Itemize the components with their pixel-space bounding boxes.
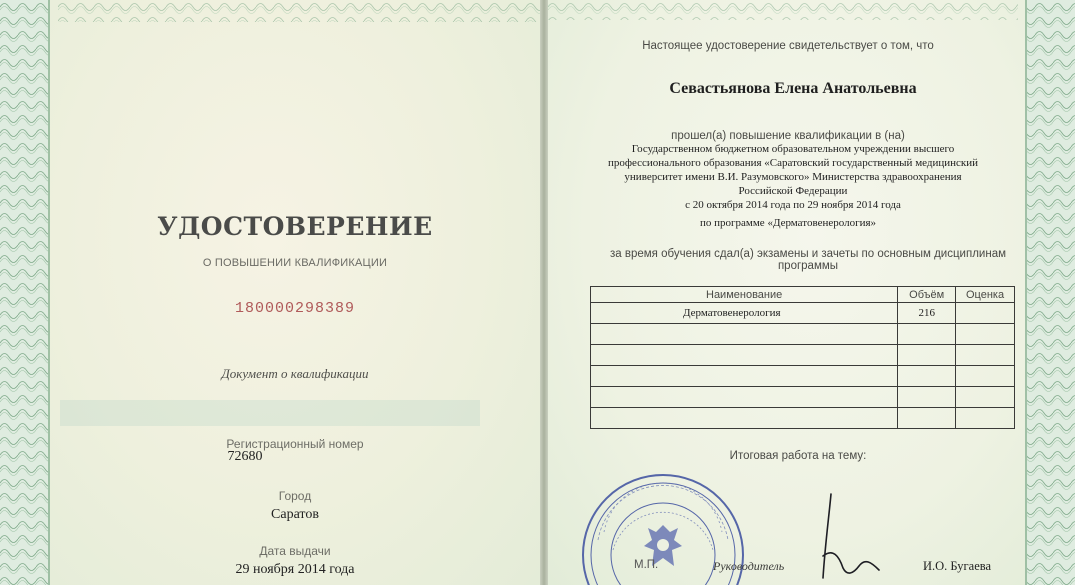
- table-cell: [956, 387, 1015, 408]
- table-cell: [898, 324, 956, 345]
- guilloche-border-left: [0, 0, 58, 585]
- registration-label: Регистрационный номер: [226, 437, 364, 451]
- institution-line: Российской Федерации: [738, 185, 848, 197]
- director-signature: [813, 486, 883, 581]
- book-spine: [540, 0, 548, 585]
- city-value: Саратов: [271, 507, 319, 522]
- grades-table: [590, 286, 1015, 429]
- table-cell: [956, 324, 1015, 345]
- security-band: [60, 400, 480, 426]
- column-header-name: Наименование: [591, 287, 898, 303]
- director-label: Руководитель: [713, 559, 785, 573]
- document-title: УДОСТОВЕРЕНИЕ: [157, 212, 433, 241]
- final-work-label: Итоговая работа на тему:: [729, 450, 867, 462]
- city-label: Город: [278, 489, 312, 503]
- issue-date-value: 29 ноября 2014 года: [235, 562, 355, 577]
- table-cell: [591, 408, 898, 429]
- institution-line: Государственном бюджетном образовательном учреждении высшего: [631, 143, 955, 155]
- table-cell: [591, 345, 898, 366]
- document-number: 180000298389: [234, 300, 356, 317]
- guilloche-border-right: [1017, 0, 1075, 585]
- guilloche-border-top: [58, 0, 540, 34]
- table-row: [591, 345, 1015, 366]
- table-cell: [591, 366, 898, 387]
- institution-line: университет имени В.И. Разумовского» Министерства здравоохранения: [624, 171, 962, 183]
- exams-line-1: за время обучения сдал(а) экзамены и зачеты по основным дисциплинам: [610, 248, 1006, 260]
- right-page: [548, 0, 1075, 585]
- certifies-line: Настоящее удостоверение свидетельствует о том, что: [642, 40, 934, 52]
- table-cell: [591, 324, 898, 345]
- table-header-row: [591, 287, 1015, 303]
- table-row: [591, 303, 1015, 324]
- issue-date-label: Дата выдачи: [259, 544, 331, 558]
- institution-line: профессионального образования «Саратовский государственный медицинский: [607, 157, 979, 169]
- guilloche-border-top-right: [548, 0, 1018, 34]
- table-cell: 216: [898, 303, 956, 324]
- document-subtitle: О ПОВЫШЕНИИ КВАЛИФИКАЦИИ: [202, 257, 388, 269]
- column-header-grade: Оценка: [956, 287, 1015, 303]
- table-cell: [956, 303, 1015, 324]
- period-line: с 20 октября 2014 года по 29 ноября 2014 года: [685, 199, 901, 211]
- table-cell: [898, 366, 956, 387]
- table-cell: [591, 387, 898, 408]
- exams-line: [588, 248, 1028, 272]
- person-name: Севастьянова Елена Анатольевна: [669, 80, 917, 97]
- table-cell: [898, 387, 956, 408]
- table-cell: Дерматовенерология: [591, 303, 898, 324]
- program-line: по программе «Дерматовенерология»: [699, 217, 877, 229]
- table-cell: [956, 366, 1015, 387]
- document-type: Документ о квалификации: [221, 366, 369, 381]
- table-row: [591, 324, 1015, 345]
- table-cell: [898, 408, 956, 429]
- table-row: [591, 387, 1015, 408]
- registration-value: 72680: [227, 449, 263, 464]
- director-name: И.О. Бугаева: [923, 559, 992, 573]
- table-row: [591, 408, 1015, 429]
- passed-line: прошел(а) повышение квалификации в (на): [671, 130, 905, 142]
- institution-block: [588, 142, 998, 212]
- table-cell: [956, 345, 1015, 366]
- column-header-volume: Объём: [898, 287, 956, 303]
- table-cell: [898, 345, 956, 366]
- stamp-place-label: М.П.: [634, 559, 659, 571]
- table-cell: [956, 408, 1015, 429]
- exams-line-2: программы: [777, 260, 839, 272]
- table-row: [591, 366, 1015, 387]
